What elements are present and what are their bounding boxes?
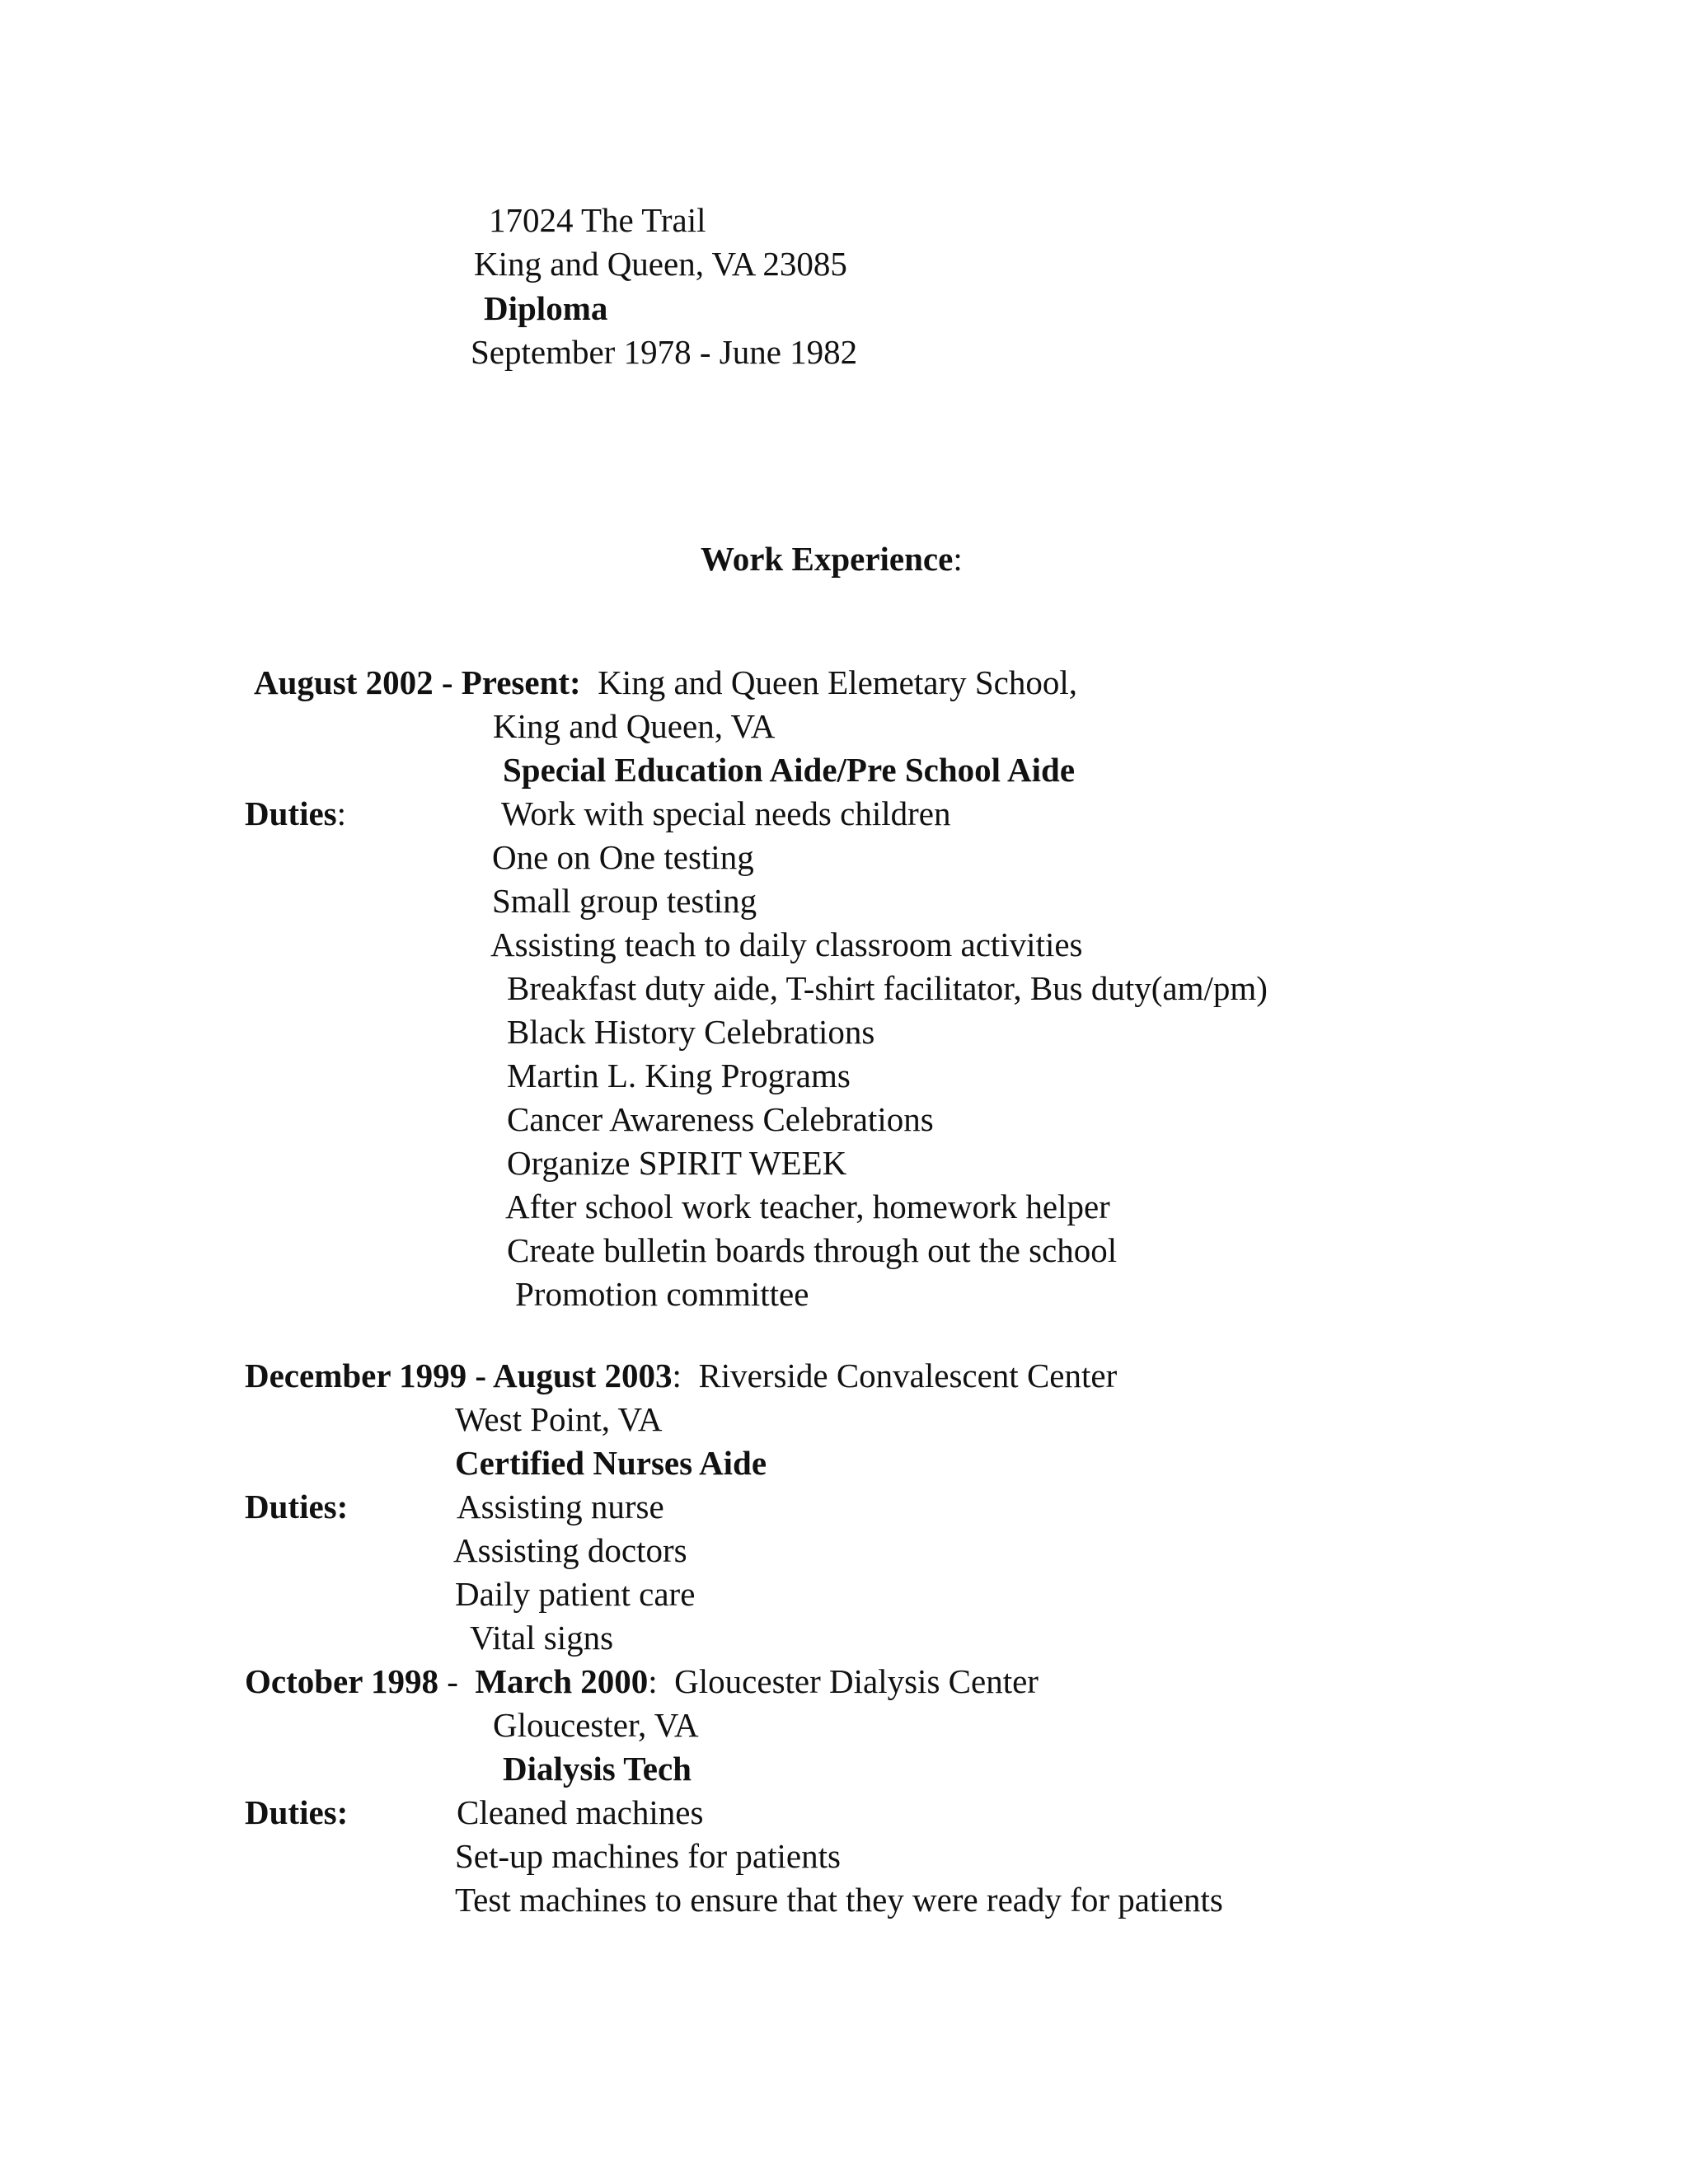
- job-1-duty: Cancer Awareness Celebrations: [507, 1100, 934, 1138]
- job-3-employer: Gloucester Dialysis Center: [674, 1662, 1039, 1700]
- job-1-duty: Create bulletin boards through out the school: [507, 1231, 1118, 1269]
- address-line-1: 17024 The Trail: [489, 201, 706, 239]
- job-3-header: October 1998 - March 2000: Gloucester Dialysis Center: [245, 1662, 1039, 1700]
- job-2-duty: Daily patient care: [455, 1575, 696, 1613]
- section-title: Work Experience: [701, 540, 954, 578]
- job-1-duty: Organize SPIRIT WEEK: [507, 1144, 847, 1182]
- job-1-duty: After school work teacher, homework helper: [505, 1188, 1110, 1226]
- job-2-duty: Assisting doctors: [453, 1531, 687, 1569]
- address-line-2: King and Queen, VA 23085: [474, 245, 847, 283]
- job-1-duty: Promotion committee: [515, 1275, 809, 1313]
- job-2-duties-label: Duties:: [245, 1488, 349, 1526]
- job-1-duty: Black History Celebrations: [507, 1013, 875, 1051]
- job-3-dates-start: October 1998: [245, 1662, 438, 1700]
- job-1-title: Special Education Aide/Pre School Aide: [503, 751, 1076, 789]
- job-2-duty: Assisting nurse: [457, 1488, 664, 1526]
- job-3-duties-label: Duties:: [245, 1793, 349, 1831]
- job-3-duty: Cleaned machines: [457, 1793, 704, 1831]
- job-1-duty: Small group testing: [492, 882, 757, 920]
- section-colon: :: [953, 540, 963, 578]
- job-1-dates: August 2002 - Present:: [254, 663, 581, 701]
- job-2-employer: Riverside Convalescent Center: [698, 1357, 1118, 1394]
- job-1-employer: King and Queen Elemetary School,: [598, 663, 1077, 701]
- job-2-duty: Vital signs: [470, 1619, 614, 1657]
- job-1-duty: Breakfast duty aide, T-shirt facilitator, Bus duty(am/pm): [507, 969, 1268, 1007]
- job-1-duty: Work with special needs children: [501, 794, 951, 832]
- job-3-duty: Test machines to ensure that they were ready for patients: [455, 1881, 1223, 1919]
- job-3-location: Gloucester, VA: [493, 1706, 699, 1744]
- job-1-location: King and Queen, VA: [493, 707, 776, 745]
- degree: Diploma: [484, 289, 608, 327]
- job-2-location: West Point, VA: [455, 1400, 663, 1438]
- job-1-duty: One on One testing: [492, 838, 754, 876]
- section-heading: [701, 542, 963, 576]
- job-1-duties-label: Duties:: [245, 794, 347, 832]
- job-3-dates-end: March 2000: [475, 1662, 649, 1700]
- job-1-duty: Assisting teach to daily classroom activities: [490, 926, 1083, 963]
- job-2-title: Certified Nurses Aide: [455, 1444, 767, 1482]
- job-2-header: December 1999 - August 2003: Riverside Convalescent Center: [245, 1357, 1118, 1394]
- education-dates: September 1978 - June 1982: [471, 333, 858, 371]
- job-1-header: [254, 663, 1077, 701]
- job-3-duty: Set-up machines for patients: [455, 1837, 841, 1875]
- job-1-duty: Martin L. King Programs: [507, 1057, 851, 1094]
- job-3-title: Dialysis Tech: [503, 1750, 692, 1788]
- job-2-dates: December 1999 - August 2003: [245, 1357, 673, 1394]
